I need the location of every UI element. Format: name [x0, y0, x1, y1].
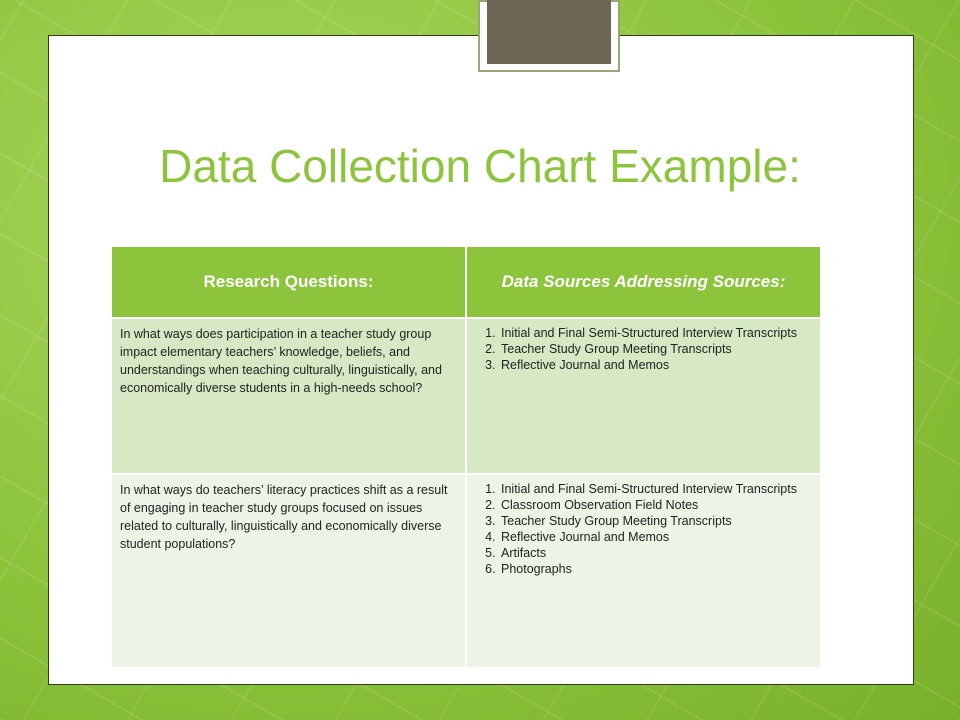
list-item: 6. Photographs	[499, 561, 812, 577]
list-item: 3. Teacher Study Group Meeting Transcripts	[499, 513, 812, 529]
sources-list	[477, 325, 812, 373]
header-research-questions: Research Questions:	[111, 246, 466, 318]
list-item: 1. Initial and Final Semi-Structured Interview Transcripts	[499, 481, 812, 497]
list-item: 2. Classroom Observation Field Notes	[499, 497, 812, 513]
list-item: 1. Initial and Final Semi-Structured Interview Transcripts	[499, 325, 812, 341]
data-sources-cell	[466, 318, 821, 474]
sources-list	[477, 481, 812, 577]
header-data-sources: Data Sources Addressing Sources:	[466, 246, 821, 318]
data-sources-cell	[466, 474, 821, 668]
table-row	[111, 474, 821, 668]
list-item: 3. Reflective Journal and Memos	[499, 357, 812, 373]
list-item: 4. Reflective Journal and Memos	[499, 529, 812, 545]
decorative-block	[487, 0, 611, 64]
slide-title: Data Collection Chart Example:	[159, 139, 801, 192]
table-header-row	[111, 246, 821, 318]
list-item: 5. Artifacts	[499, 545, 812, 561]
research-question-cell: In what ways do teachers’ literacy practices shift as a result of engaging in teacher study groups focused on issues related to culturally, linguistically and economically diverse student populations?	[111, 474, 466, 668]
research-question-cell: In what ways does participation in a teacher study group impact elementary teachers’ knowledge, beliefs, and understandings when teaching culturally, linguistically, and economically diverse students in a high-needs school?	[111, 318, 466, 474]
data-collection-table	[110, 245, 822, 669]
table-row	[111, 318, 821, 474]
list-item: 2. Teacher Study Group Meeting Transcripts	[499, 341, 812, 357]
